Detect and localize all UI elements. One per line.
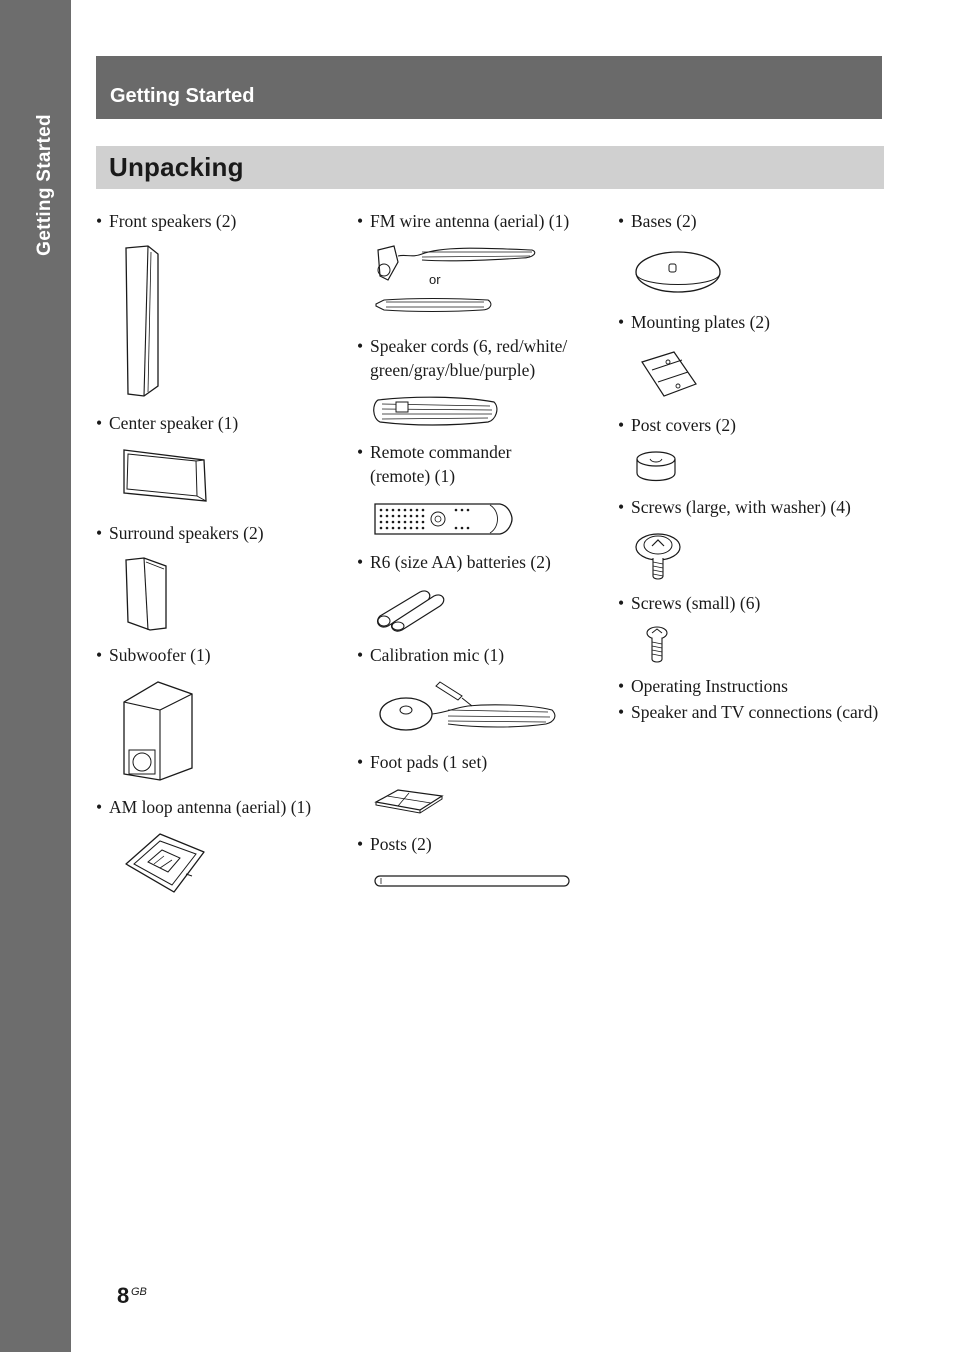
section-title: Getting Started: [110, 85, 255, 107]
list-item-mounting-plates: • Mounting plates (2): [618, 310, 891, 334]
page-number: 8: [117, 1283, 130, 1308]
aa-batteries-icon: [372, 586, 448, 632]
foot-pads-icon: [372, 786, 446, 814]
fm-wire-antenna-icon: [372, 240, 540, 320]
side-tab-label: Getting Started: [34, 114, 55, 256]
small-screw-icon: [644, 625, 670, 665]
subwoofer-icon: [120, 680, 198, 782]
am-loop-antenna-icon: [118, 830, 210, 896]
center-speaker-icon: [118, 447, 210, 505]
list-item-calibration-mic: • Calibration mic (1): [357, 643, 620, 667]
list-item-remote-commander: • Remote commander (remote) (1): [357, 440, 570, 488]
page-number-suffix: GB: [131, 1286, 147, 1298]
list-item-speaker-cords: • Speaker cords (6, red/white/ green/gray/blue/purple): [357, 334, 620, 382]
list-item-foot-pads: • Foot pads (1 set): [357, 750, 620, 774]
list-item-am-loop-antenna: • AM loop antenna (aerial) (1): [96, 795, 359, 819]
list-item-bases: • Bases (2): [618, 209, 891, 233]
list-item-post-covers: • Post covers (2): [618, 413, 891, 437]
post-cover-icon: [634, 449, 678, 485]
large-screw-icon: [634, 530, 684, 582]
list-item-surround-speakers: • Surround speakers (2): [96, 521, 349, 545]
mounting-plate-icon: [638, 348, 700, 400]
base-icon: [634, 248, 722, 298]
fm-antenna-or-label: or: [429, 272, 441, 287]
list-item-center-speaker: • Center speaker (1): [96, 411, 349, 435]
list-item-large-screws: • Screws (large, with washer) (4): [618, 495, 901, 519]
surround-speaker-icon: [120, 556, 172, 632]
speaker-cord-icon: [372, 394, 500, 428]
post-icon: [373, 874, 571, 888]
list-item-aa-batteries: • R6 (size AA) batteries (2): [357, 550, 620, 574]
list-item-posts: • Posts (2): [357, 832, 620, 856]
list-item-small-screws: • Screws (small) (6): [618, 591, 891, 615]
side-tab: [0, 0, 71, 1352]
front-speaker-icon: [120, 244, 162, 398]
list-item-subwoofer: • Subwoofer (1): [96, 643, 349, 667]
list-item-operating-instructions: • Operating Instructions: [618, 674, 891, 698]
section-header-bar: [96, 56, 882, 119]
page-title: Unpacking: [109, 152, 244, 182]
list-item-fm-wire-antenna: • FM wire antenna (aerial) (1): [357, 209, 620, 233]
heading-bar: [96, 146, 884, 189]
calibration-mic-icon: [378, 678, 560, 736]
list-item-front-speakers: • Front speakers (2): [96, 209, 349, 233]
remote-commander-icon: [372, 501, 514, 537]
list-item-connections-card: • Speaker and TV connections (card): [618, 700, 881, 724]
